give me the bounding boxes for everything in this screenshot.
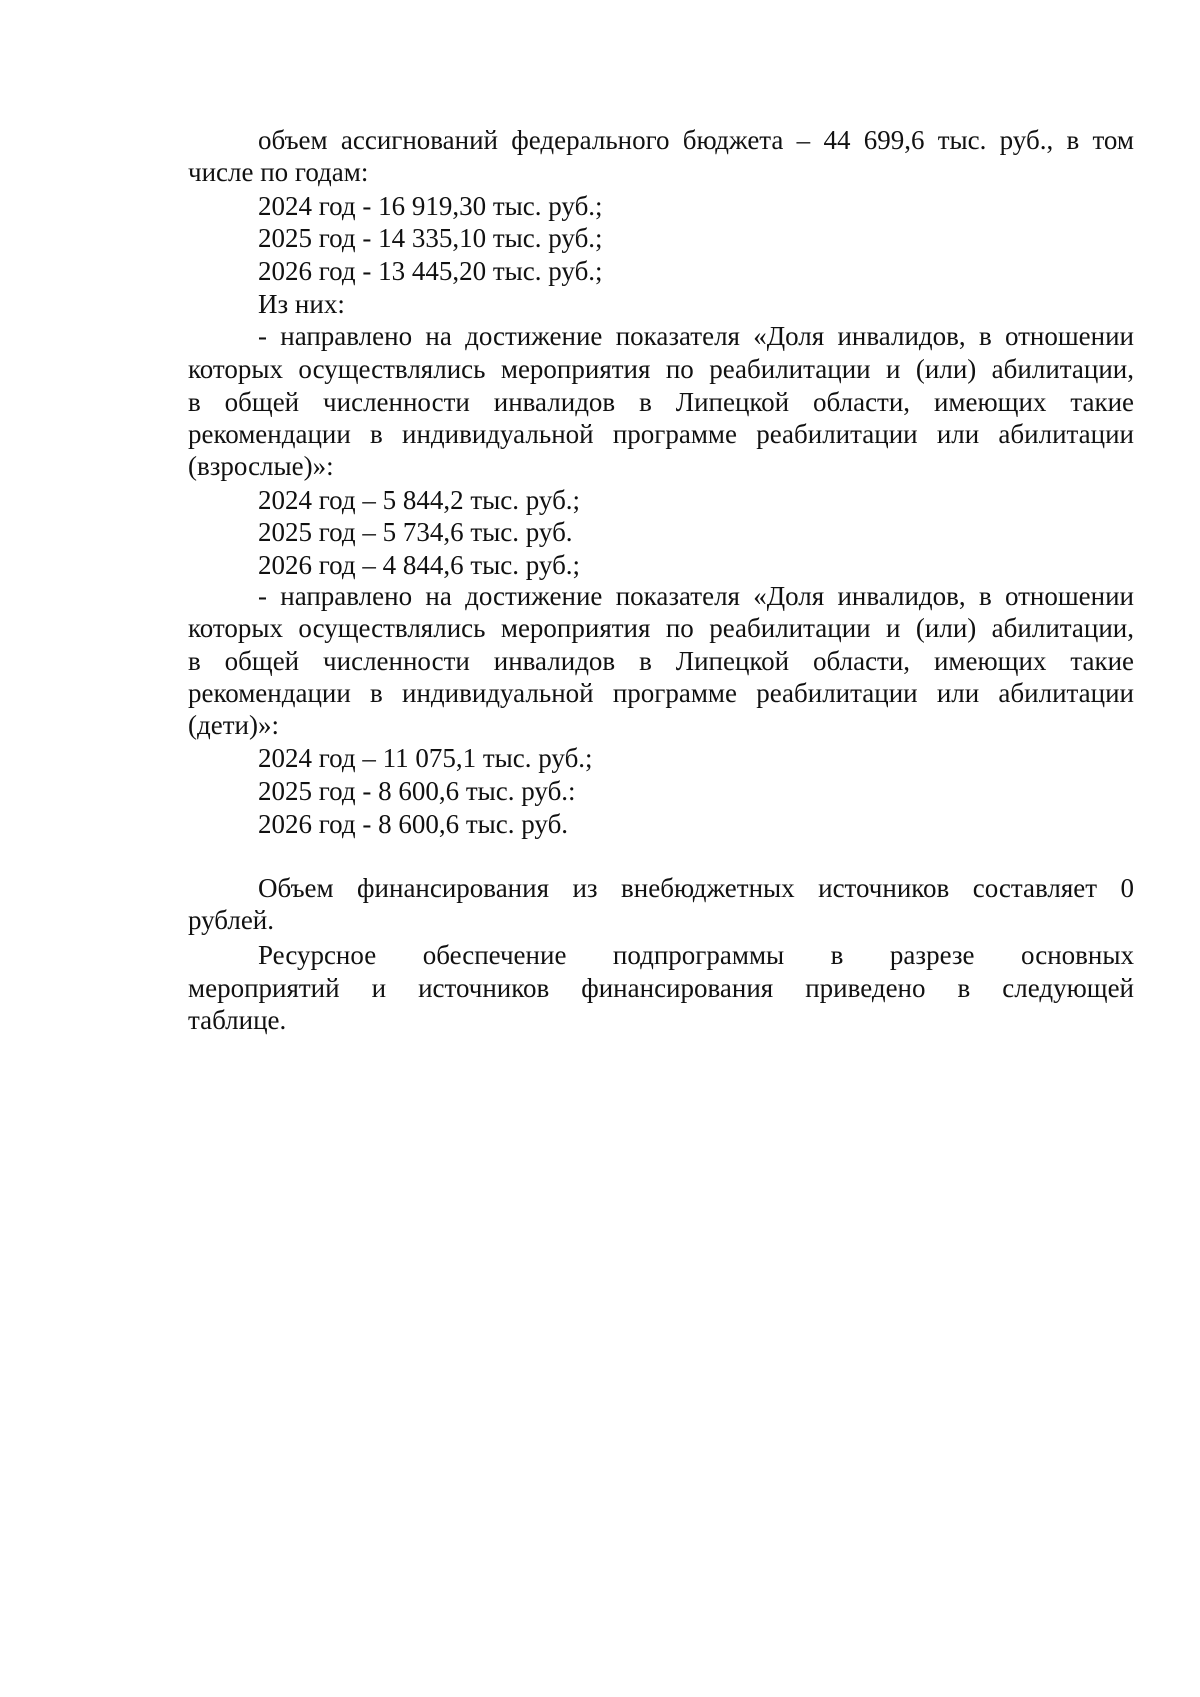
- children-year-2026: 2026 год - 8 600,6 тыс. руб.: [258, 809, 569, 839]
- children-indicator-line-5: (дети)»:: [188, 710, 279, 740]
- children-year-2024: 2024 год – 11 075,1 тыс. руб.;: [258, 743, 593, 773]
- federal-intro-line-2: числе по годам:: [188, 157, 369, 187]
- adults-year-2026: 2026 год – 4 844,6 тыс. руб.;: [258, 550, 581, 580]
- resources-line-1: Ресурсное обеспечение подпрограммы в разрезе основных: [258, 940, 1134, 970]
- adults-indicator-line-1: - направлено на достижение показателя «Доля инвалидов, в отношении: [258, 321, 1134, 351]
- adults-indicator-line-2: которых осуществлялись мероприятия по реабилитации и (или) абилитации,: [188, 354, 1134, 384]
- federal-intro-line-1: объем ассигнований федерального бюджета – 44 699,6 тыс. руб., в том: [258, 125, 1134, 155]
- federal-year-2025: 2025 год - 14 335,10 тыс. руб.;: [258, 223, 603, 253]
- adults-indicator-line-5: (взрослые)»:: [188, 451, 334, 481]
- adults-year-2025: 2025 год – 5 734,6 тыс. руб.: [258, 517, 573, 547]
- children-year-2025: 2025 год - 8 600,6 тыс. руб.:: [258, 776, 576, 806]
- federal-year-2024: 2024 год - 16 919,30 тыс. руб.;: [258, 191, 603, 221]
- children-indicator-line-3: в общей численности инвалидов в Липецкой области, имеющих такие: [188, 646, 1134, 676]
- children-indicator-line-4: рекомендации в индивидуальной программе реабилитации или абилитации: [188, 678, 1134, 708]
- adults-indicator-line-4: рекомендации в индивидуальной программе реабилитации или абилитации: [188, 419, 1134, 449]
- of-them-label: Из них:: [258, 289, 345, 319]
- adults-indicator-line-3: в общей численности инвалидов в Липецкой области, имеющих такие: [188, 387, 1134, 417]
- adults-year-2024: 2024 год – 5 844,2 тыс. руб.;: [258, 485, 581, 515]
- children-indicator-line-1: - направлено на достижение показателя «Доля инвалидов, в отношении: [258, 581, 1134, 611]
- federal-year-2026: 2026 год - 13 445,20 тыс. руб.;: [258, 256, 603, 286]
- resources-line-3: таблице.: [188, 1005, 287, 1035]
- resources-line-2: мероприятий и источников финансирования приведено в следующей: [188, 973, 1134, 1003]
- extrabudget-line-1: Объем финансирования из внебюджетных источников составляет 0: [258, 873, 1134, 903]
- children-indicator-line-2: которых осуществлялись мероприятия по реабилитации и (или) абилитации,: [188, 613, 1134, 643]
- extrabudget-line-2: рублей.: [188, 905, 275, 935]
